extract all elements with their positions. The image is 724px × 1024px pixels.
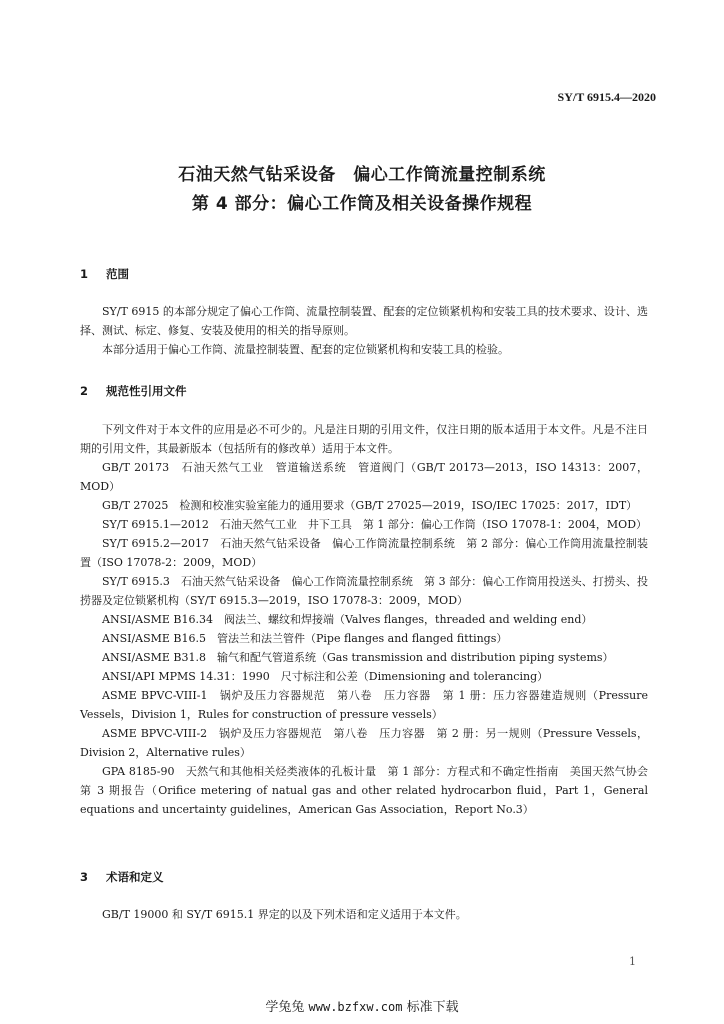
reference-item: GPA 8185-90 天然气和其他相关烃类液体的孔板计量 第 1 部分：方程式和不确定性指南 美国天然气协会 第 3 期报告（Orifice metering of natual gas and other related hydrocarbon fluid，Part 1，General equations and uncertainty guidelines，American Gas Association，Report No.3）	[80, 765, 659, 816]
reference-item: ANSI/ASME B16.34 阀法兰、螺纹和焊接端（Valves flanges，threaded and welding end）	[102, 613, 593, 626]
section-title: 术语和定义	[106, 870, 164, 884]
document-title-line2: 第 4 部分：偏心工作筒及相关设备操作规程	[191, 194, 533, 214]
standard-code: SY/T 6915.4—2020	[557, 90, 656, 104]
section-number: 3	[80, 870, 89, 884]
section-3-heading	[80, 869, 164, 885]
footer-url-link[interactable]: www.bzfxw.com	[308, 1000, 403, 1014]
section-title: 范围	[106, 267, 129, 281]
footer-watermark	[0, 996, 724, 1015]
page-number: 1	[629, 955, 636, 968]
reference-item: ASME BPVC-VIII-2 锅炉及压力容器规范 第八卷 压力容器 第 2 册：另一规则（Pressure Vessels，Division 2，Alternative rules）	[80, 727, 648, 759]
footer-tagline: 标准下载	[406, 1000, 459, 1015]
section-number: 1	[80, 267, 89, 281]
paragraph: 本部分适用于偏心工作筒、流量控制装置、配套的定位锁紧机构和安装工具的检验。	[102, 343, 509, 356]
reference-item: SY/T 6915.2—2017 石油天然气钻采设备 偏心工作筒流量控制系统 第 2 部分：偏心工作筒用流量控制装置（ISO 17078-2：2009，MOD）	[80, 537, 648, 569]
reference-item: ANSI/ASME B16.5 管法兰和法兰管件（Pipe flanges and flanged fittings）	[102, 632, 508, 645]
section-1-body	[80, 302, 648, 359]
section-2-body	[80, 420, 659, 819]
section-title: 规范性引用文件	[106, 384, 187, 398]
paragraph: 下列文件对于本文件的应用是必不可少的。凡是注日期的引用文件，仅注日期的版本适用于本文件。凡是不注日期的引用文件，其最新版本（包括所有的修改单）适用于本文件。	[80, 423, 648, 455]
reference-item: ANSI/API MPMS 14.31：1990 尺寸标注和公差（Dimensioning and tolerancing）	[102, 670, 549, 683]
reference-item: GB/T 20173 石油天然气工业 管道输送系统 管道阀门（GB/T 20173—2013，ISO 14313：2007，MOD）	[80, 461, 648, 493]
section-number: 2	[80, 384, 89, 398]
section-3-body	[80, 905, 648, 924]
section-1-heading	[80, 266, 129, 282]
document-title-line1: 石油天然气钻采设备 偏心工作筒流量控制系统	[178, 165, 546, 185]
reference-item: ANSI/ASME B31.8 输气和配气管道系统（Gas transmission and distribution piping systems）	[102, 651, 614, 664]
footer-site-name: 学兔兔	[265, 1000, 305, 1015]
paragraph: SY/T 6915 的本部分规定了偏心工作筒、流量控制装置、配套的定位锁紧机构和安装工具的技术要求、设计、选择、测试、标定、修复、安装及使用的相关的指导原则。	[80, 305, 648, 337]
paragraph: GB/T 19000 和 SY/T 6915.1 界定的以及下列术语和定义适用于本文件。	[102, 908, 467, 921]
reference-item: SY/T 6915.1—2012 石油天然气工业 井下工具 第 1 部分：偏心工作筒（ISO 17078-1：2004，MOD）	[102, 518, 648, 531]
reference-item: ASME BPVC-VIII-1 锅炉及压力容器规范 第八卷 压力容器 第 1 册：压力容器建造规则（Pressure Vessels，Division 1，Rules for construction of pressure vessels）	[80, 689, 648, 721]
reference-item: GB/T 27025 检测和校准实验室能力的通用要求（GB/T 27025—2019，ISO/IEC 17025：2017，IDT）	[102, 499, 638, 512]
section-2-heading	[80, 383, 187, 399]
reference-item: SY/T 6915.3 石油天然气钻采设备 偏心工作筒流量控制系统 第 3 部分：偏心工作筒用投送头、打捞头、投捞器及定位锁紧机构（SY/T 6915.3—2019，ISO 17078-3：2009，MOD）	[80, 575, 648, 607]
